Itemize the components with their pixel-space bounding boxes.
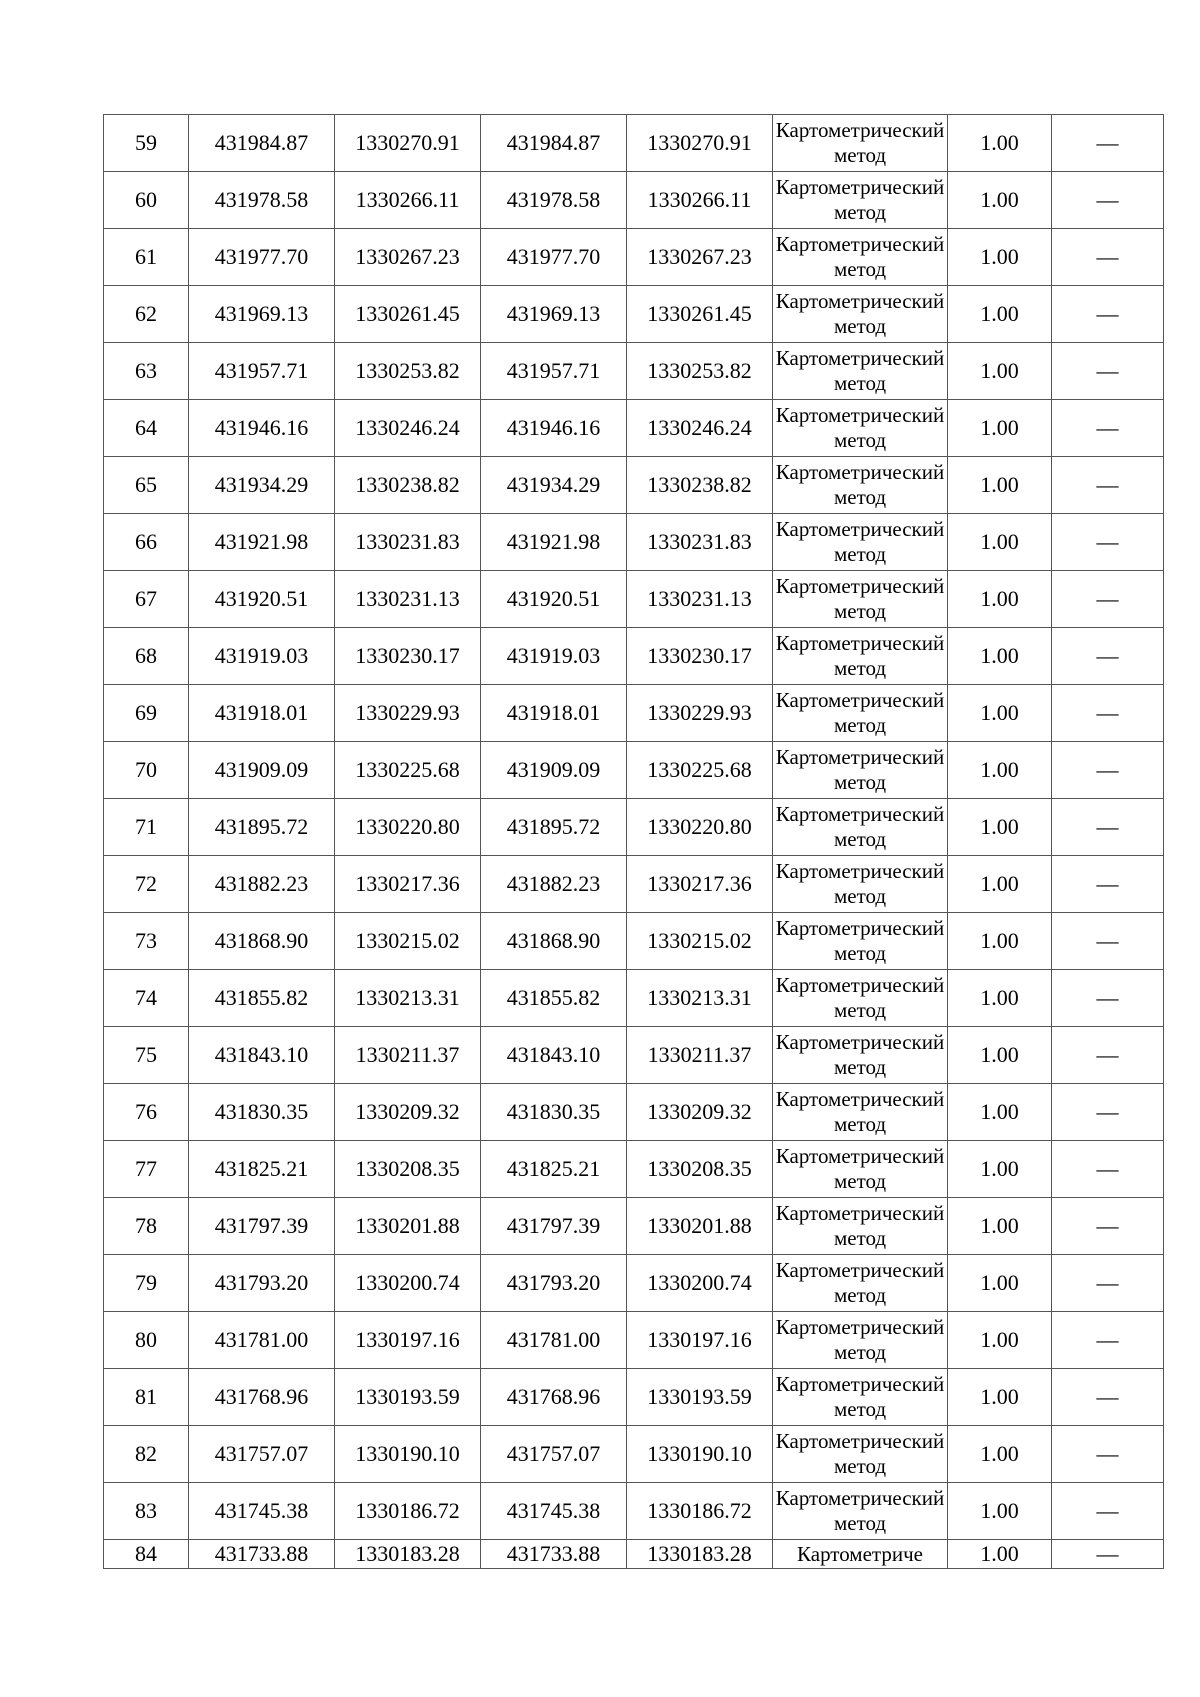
accuracy-cell: 1.00 — [948, 742, 1052, 799]
method-cell: Картометрический метод — [773, 343, 948, 400]
y-existing-cell: 1330261.45 — [335, 286, 481, 343]
y-new-cell: 1330208.35 — [627, 1141, 773, 1198]
y-new-cell: 1330246.24 — [627, 400, 773, 457]
point-number-cell: 59 — [104, 115, 189, 172]
table-row — [104, 1540, 1164, 1569]
x-new-cell: 431793.20 — [481, 1255, 627, 1312]
point-number-cell: 65 — [104, 457, 189, 514]
x-new-cell: 431745.38 — [481, 1483, 627, 1540]
y-existing-cell: 1330231.83 — [335, 514, 481, 571]
x-existing-cell: 431895.72 — [189, 799, 335, 856]
method-cell: Картометрический метод — [773, 742, 948, 799]
accuracy-cell: 1.00 — [948, 685, 1052, 742]
x-new-cell: 431934.29 — [481, 457, 627, 514]
y-existing-cell: 1330183.28 — [335, 1540, 481, 1569]
table-row — [104, 1483, 1164, 1540]
x-existing-cell: 431781.00 — [189, 1312, 335, 1369]
y-existing-cell: 1330238.82 — [335, 457, 481, 514]
table-row — [104, 1084, 1164, 1141]
y-new-cell: 1330213.31 — [627, 970, 773, 1027]
note-cell: — — [1052, 1084, 1164, 1141]
table-row — [104, 1027, 1164, 1084]
table-row — [104, 400, 1164, 457]
y-new-cell: 1330229.93 — [627, 685, 773, 742]
x-new-cell: 431978.58 — [481, 172, 627, 229]
point-number-cell: 62 — [104, 286, 189, 343]
point-number-cell: 74 — [104, 970, 189, 1027]
note-cell: — — [1052, 571, 1164, 628]
point-number-cell: 60 — [104, 172, 189, 229]
table-row — [104, 856, 1164, 913]
note-cell: — — [1052, 457, 1164, 514]
x-new-cell: 431918.01 — [481, 685, 627, 742]
x-new-cell: 431957.71 — [481, 343, 627, 400]
x-new-cell: 431825.21 — [481, 1141, 627, 1198]
note-cell: — — [1052, 799, 1164, 856]
note-cell: — — [1052, 514, 1164, 571]
y-new-cell: 1330183.28 — [627, 1540, 773, 1569]
accuracy-cell: 1.00 — [948, 628, 1052, 685]
accuracy-cell: 1.00 — [948, 1312, 1052, 1369]
note-cell: — — [1052, 685, 1164, 742]
method-cell: Картометрический метод — [773, 571, 948, 628]
note-cell: — — [1052, 1198, 1164, 1255]
accuracy-cell: 1.00 — [948, 856, 1052, 913]
y-existing-cell: 1330246.24 — [335, 400, 481, 457]
x-existing-cell: 431825.21 — [189, 1141, 335, 1198]
accuracy-cell: 1.00 — [948, 229, 1052, 286]
x-existing-cell: 431733.88 — [189, 1540, 335, 1569]
y-existing-cell: 1330200.74 — [335, 1255, 481, 1312]
point-number-cell: 81 — [104, 1369, 189, 1426]
accuracy-cell: 1.00 — [948, 457, 1052, 514]
x-existing-cell: 431909.09 — [189, 742, 335, 799]
point-number-cell: 66 — [104, 514, 189, 571]
table-row — [104, 343, 1164, 400]
table-body — [104, 115, 1164, 1569]
y-existing-cell: 1330253.82 — [335, 343, 481, 400]
point-number-cell: 63 — [104, 343, 189, 400]
table-row — [104, 913, 1164, 970]
table-row — [104, 514, 1164, 571]
x-existing-cell: 431957.71 — [189, 343, 335, 400]
note-cell: — — [1052, 1027, 1164, 1084]
y-existing-cell: 1330201.88 — [335, 1198, 481, 1255]
y-new-cell: 1330266.11 — [627, 172, 773, 229]
table-row — [104, 1141, 1164, 1198]
x-new-cell: 431733.88 — [481, 1540, 627, 1569]
x-existing-cell: 431934.29 — [189, 457, 335, 514]
method-cell: Картометрический метод — [773, 1312, 948, 1369]
point-number-cell: 84 — [104, 1540, 189, 1569]
method-cell: Картометрический метод — [773, 1426, 948, 1483]
note-cell: — — [1052, 1369, 1164, 1426]
table-row — [104, 286, 1164, 343]
x-existing-cell: 431920.51 — [189, 571, 335, 628]
x-existing-cell: 431946.16 — [189, 400, 335, 457]
x-new-cell: 431797.39 — [481, 1198, 627, 1255]
x-new-cell: 431768.96 — [481, 1369, 627, 1426]
table-row — [104, 970, 1164, 1027]
accuracy-cell: 1.00 — [948, 172, 1052, 229]
accuracy-cell: 1.00 — [948, 400, 1052, 457]
table-row — [104, 457, 1164, 514]
y-new-cell: 1330209.32 — [627, 1084, 773, 1141]
point-number-cell: 70 — [104, 742, 189, 799]
y-new-cell: 1330220.80 — [627, 799, 773, 856]
point-number-cell: 72 — [104, 856, 189, 913]
x-new-cell: 431919.03 — [481, 628, 627, 685]
x-existing-cell: 431978.58 — [189, 172, 335, 229]
table-row — [104, 229, 1164, 286]
table-row — [104, 1312, 1164, 1369]
method-cell: Картометрический метод — [773, 400, 948, 457]
x-new-cell: 431895.72 — [481, 799, 627, 856]
table-row — [104, 628, 1164, 685]
x-new-cell: 431969.13 — [481, 286, 627, 343]
point-number-cell: 71 — [104, 799, 189, 856]
y-existing-cell: 1330215.02 — [335, 913, 481, 970]
note-cell: — — [1052, 172, 1164, 229]
method-cell: Картометрический метод — [773, 229, 948, 286]
table-row — [104, 1426, 1164, 1483]
method-cell: Картометрический метод — [773, 1255, 948, 1312]
note-cell: — — [1052, 1255, 1164, 1312]
point-number-cell: 82 — [104, 1426, 189, 1483]
x-new-cell: 431921.98 — [481, 514, 627, 571]
point-number-cell: 78 — [104, 1198, 189, 1255]
note-cell: — — [1052, 1141, 1164, 1198]
y-new-cell: 1330231.13 — [627, 571, 773, 628]
x-new-cell: 431920.51 — [481, 571, 627, 628]
point-number-cell: 83 — [104, 1483, 189, 1540]
y-new-cell: 1330186.72 — [627, 1483, 773, 1540]
x-new-cell: 431757.07 — [481, 1426, 627, 1483]
y-new-cell: 1330217.36 — [627, 856, 773, 913]
method-cell: Картометрический метод — [773, 172, 948, 229]
y-existing-cell: 1330266.11 — [335, 172, 481, 229]
method-cell: Картометрический метод — [773, 1141, 948, 1198]
y-existing-cell: 1330270.91 — [335, 115, 481, 172]
y-existing-cell: 1330213.31 — [335, 970, 481, 1027]
note-cell: — — [1052, 856, 1164, 913]
y-existing-cell: 1330230.17 — [335, 628, 481, 685]
accuracy-cell: 1.00 — [948, 115, 1052, 172]
x-existing-cell: 431768.96 — [189, 1369, 335, 1426]
y-new-cell: 1330261.45 — [627, 286, 773, 343]
accuracy-cell: 1.00 — [948, 1540, 1052, 1569]
table-row — [104, 172, 1164, 229]
method-cell: Картометрический метод — [773, 685, 948, 742]
note-cell: — — [1052, 1426, 1164, 1483]
accuracy-cell: 1.00 — [948, 913, 1052, 970]
y-new-cell: 1330253.82 — [627, 343, 773, 400]
y-existing-cell: 1330217.36 — [335, 856, 481, 913]
point-number-cell: 80 — [104, 1312, 189, 1369]
method-cell: Картометрический метод — [773, 115, 948, 172]
y-new-cell: 1330193.59 — [627, 1369, 773, 1426]
point-number-cell: 75 — [104, 1027, 189, 1084]
x-existing-cell: 431855.82 — [189, 970, 335, 1027]
method-cell: Картометрический метод — [773, 1483, 948, 1540]
accuracy-cell: 1.00 — [948, 514, 1052, 571]
accuracy-cell: 1.00 — [948, 799, 1052, 856]
method-cell: Картометриче — [773, 1540, 948, 1569]
x-existing-cell: 431797.39 — [189, 1198, 335, 1255]
x-new-cell: 431946.16 — [481, 400, 627, 457]
method-cell: Картометрический метод — [773, 628, 948, 685]
table-row — [104, 742, 1164, 799]
note-cell: — — [1052, 913, 1164, 970]
x-new-cell: 431909.09 — [481, 742, 627, 799]
method-cell: Картометрический метод — [773, 799, 948, 856]
accuracy-cell: 1.00 — [948, 1027, 1052, 1084]
x-existing-cell: 431745.38 — [189, 1483, 335, 1540]
x-existing-cell: 431830.35 — [189, 1084, 335, 1141]
x-existing-cell: 431793.20 — [189, 1255, 335, 1312]
y-existing-cell: 1330231.13 — [335, 571, 481, 628]
accuracy-cell: 1.00 — [948, 970, 1052, 1027]
y-new-cell: 1330230.17 — [627, 628, 773, 685]
note-cell: — — [1052, 628, 1164, 685]
point-number-cell: 69 — [104, 685, 189, 742]
x-existing-cell: 431969.13 — [189, 286, 335, 343]
accuracy-cell: 1.00 — [948, 1426, 1052, 1483]
y-existing-cell: 1330197.16 — [335, 1312, 481, 1369]
y-existing-cell: 1330220.80 — [335, 799, 481, 856]
x-existing-cell: 431921.98 — [189, 514, 335, 571]
x-existing-cell: 431868.90 — [189, 913, 335, 970]
method-cell: Картометрический метод — [773, 1084, 948, 1141]
y-existing-cell: 1330225.68 — [335, 742, 481, 799]
method-cell: Картометрический метод — [773, 1027, 948, 1084]
y-existing-cell: 1330229.93 — [335, 685, 481, 742]
accuracy-cell: 1.00 — [948, 571, 1052, 628]
method-cell: Картометрический метод — [773, 856, 948, 913]
point-number-cell: 79 — [104, 1255, 189, 1312]
x-existing-cell: 431984.87 — [189, 115, 335, 172]
note-cell: — — [1052, 742, 1164, 799]
table-row — [104, 685, 1164, 742]
method-cell: Картометрический метод — [773, 286, 948, 343]
accuracy-cell: 1.00 — [948, 1483, 1052, 1540]
x-existing-cell: 431977.70 — [189, 229, 335, 286]
y-existing-cell: 1330186.72 — [335, 1483, 481, 1540]
table-row — [104, 571, 1164, 628]
y-new-cell: 1330211.37 — [627, 1027, 773, 1084]
x-new-cell: 431977.70 — [481, 229, 627, 286]
y-new-cell: 1330231.83 — [627, 514, 773, 571]
x-new-cell: 431882.23 — [481, 856, 627, 913]
note-cell: — — [1052, 115, 1164, 172]
x-new-cell: 431830.35 — [481, 1084, 627, 1141]
x-existing-cell: 431757.07 — [189, 1426, 335, 1483]
method-cell: Картометрический метод — [773, 913, 948, 970]
method-cell: Картометрический метод — [773, 514, 948, 571]
note-cell: — — [1052, 286, 1164, 343]
accuracy-cell: 1.00 — [948, 1141, 1052, 1198]
y-new-cell: 1330197.16 — [627, 1312, 773, 1369]
y-existing-cell: 1330208.35 — [335, 1141, 481, 1198]
accuracy-cell: 1.00 — [948, 1369, 1052, 1426]
y-new-cell: 1330270.91 — [627, 115, 773, 172]
y-existing-cell: 1330211.37 — [335, 1027, 481, 1084]
table-row — [104, 1198, 1164, 1255]
y-new-cell: 1330215.02 — [627, 913, 773, 970]
x-existing-cell: 431882.23 — [189, 856, 335, 913]
x-existing-cell: 431843.10 — [189, 1027, 335, 1084]
accuracy-cell: 1.00 — [948, 1255, 1052, 1312]
y-new-cell: 1330267.23 — [627, 229, 773, 286]
y-new-cell: 1330225.68 — [627, 742, 773, 799]
accuracy-cell: 1.00 — [948, 286, 1052, 343]
table-row — [104, 115, 1164, 172]
point-number-cell: 61 — [104, 229, 189, 286]
y-existing-cell: 1330190.10 — [335, 1426, 481, 1483]
point-number-cell: 64 — [104, 400, 189, 457]
y-existing-cell: 1330267.23 — [335, 229, 481, 286]
note-cell: — — [1052, 400, 1164, 457]
note-cell: — — [1052, 970, 1164, 1027]
x-new-cell: 431781.00 — [481, 1312, 627, 1369]
y-existing-cell: 1330193.59 — [335, 1369, 481, 1426]
note-cell: — — [1052, 343, 1164, 400]
x-new-cell: 431868.90 — [481, 913, 627, 970]
x-existing-cell: 431918.01 — [189, 685, 335, 742]
y-new-cell: 1330201.88 — [627, 1198, 773, 1255]
note-cell: — — [1052, 1483, 1164, 1540]
accuracy-cell: 1.00 — [948, 1198, 1052, 1255]
table-row — [104, 1255, 1164, 1312]
method-cell: Картометрический метод — [773, 1369, 948, 1426]
y-existing-cell: 1330209.32 — [335, 1084, 481, 1141]
x-new-cell: 431855.82 — [481, 970, 627, 1027]
note-cell: — — [1052, 1312, 1164, 1369]
accuracy-cell: 1.00 — [948, 343, 1052, 400]
y-new-cell: 1330190.10 — [627, 1426, 773, 1483]
y-new-cell: 1330200.74 — [627, 1255, 773, 1312]
table-row — [104, 1369, 1164, 1426]
point-number-cell: 77 — [104, 1141, 189, 1198]
x-new-cell: 431843.10 — [481, 1027, 627, 1084]
point-number-cell: 68 — [104, 628, 189, 685]
y-new-cell: 1330238.82 — [627, 457, 773, 514]
point-number-cell: 73 — [104, 913, 189, 970]
coordinates-table — [103, 114, 1164, 1569]
note-cell: — — [1052, 1540, 1164, 1569]
table-row — [104, 799, 1164, 856]
note-cell: — — [1052, 229, 1164, 286]
method-cell: Картометрический метод — [773, 457, 948, 514]
accuracy-cell: 1.00 — [948, 1084, 1052, 1141]
method-cell: Картометрический метод — [773, 970, 948, 1027]
point-number-cell: 76 — [104, 1084, 189, 1141]
x-existing-cell: 431919.03 — [189, 628, 335, 685]
method-cell: Картометрический метод — [773, 1198, 948, 1255]
point-number-cell: 67 — [104, 571, 189, 628]
x-new-cell: 431984.87 — [481, 115, 627, 172]
